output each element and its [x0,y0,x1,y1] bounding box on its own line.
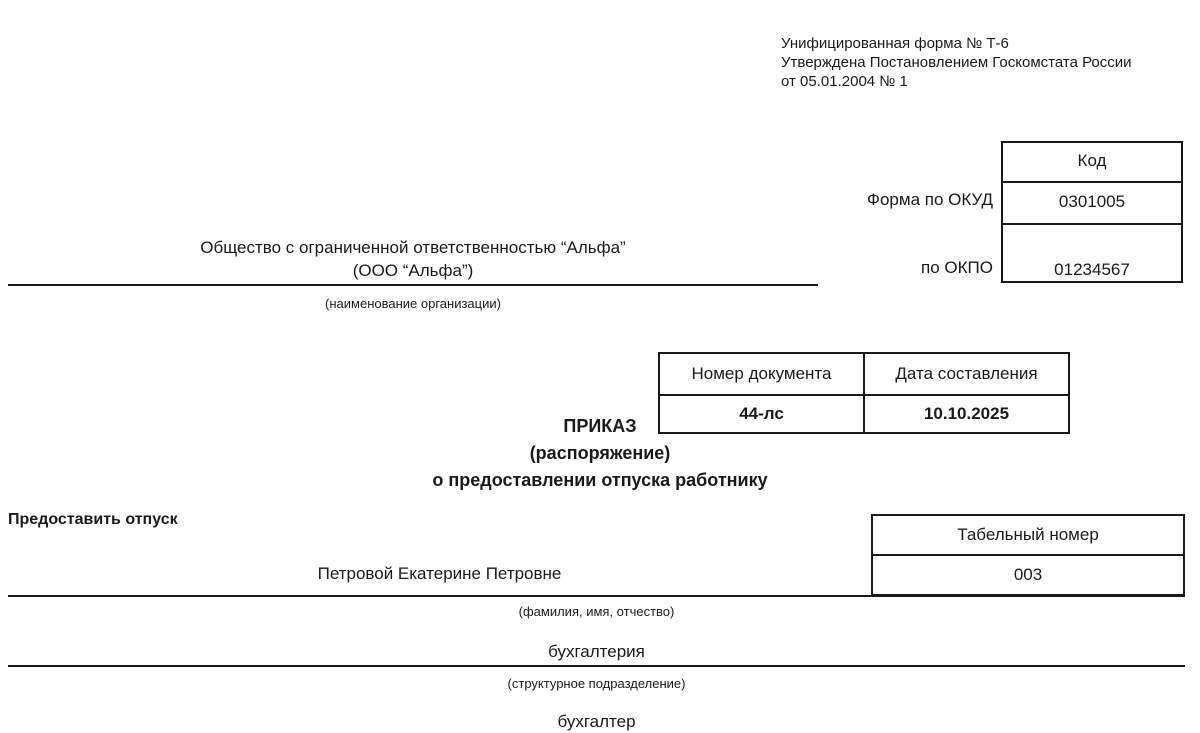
organization-name [8,236,818,282]
personnel-number: 003 [1013,565,1043,584]
department-caption: (структурное подразделение) [507,676,686,691]
approval-date-text: от 05.01.2004 № 1 [781,73,908,90]
department-underline [8,665,1185,667]
okpo-label: по ОКПО [921,258,993,277]
organization-caption: (наименование организации) [325,296,501,311]
order-title: ПРИКАЗ [563,416,637,436]
code-header: Код [1077,151,1107,170]
okpo-value: 01234567 [1054,260,1130,279]
employee-position: бухгалтер [557,712,636,731]
form-approval-note [781,34,1132,91]
personnel-number-divider [873,554,1183,556]
employee-name-caption: (фамилия, имя, отчество) [518,604,675,619]
personnel-number-box [871,514,1185,596]
order-subtitle: (распоряжение) [529,443,671,463]
approved-by-text: Утверждена Постановлением Госкомстата России [781,54,1132,71]
code-divider [1003,223,1181,225]
organization-underline [8,284,818,286]
document-number: 44-лс [659,395,864,433]
employee-full-name: Петровой Екатерине Петровне [317,564,562,583]
personnel-number-header: Табельный номер [957,525,1099,544]
order-subject: о предоставлении отпуска работнику [432,470,768,490]
organization-full-name: Общество с ограниченной ответственностью “Альфа” [200,238,626,257]
document-date-header: Дата составления [864,353,1069,395]
form-number-text: Унифицированная форма № Т-6 [781,35,1009,52]
okud-value: 0301005 [1058,192,1126,211]
document-date: 10.10.2025 [864,395,1069,433]
employee-name-underline [8,595,1185,597]
document-number-header: Номер документа [659,353,864,395]
code-divider [1003,181,1181,183]
okud-label: Форма по ОКУД [867,190,993,209]
grant-leave-label: Предоставить отпуск [8,511,178,528]
organization-short-name: (ООО “Альфа”) [352,261,474,280]
code-box [1001,141,1183,283]
department-name: бухгалтерия [548,642,645,661]
